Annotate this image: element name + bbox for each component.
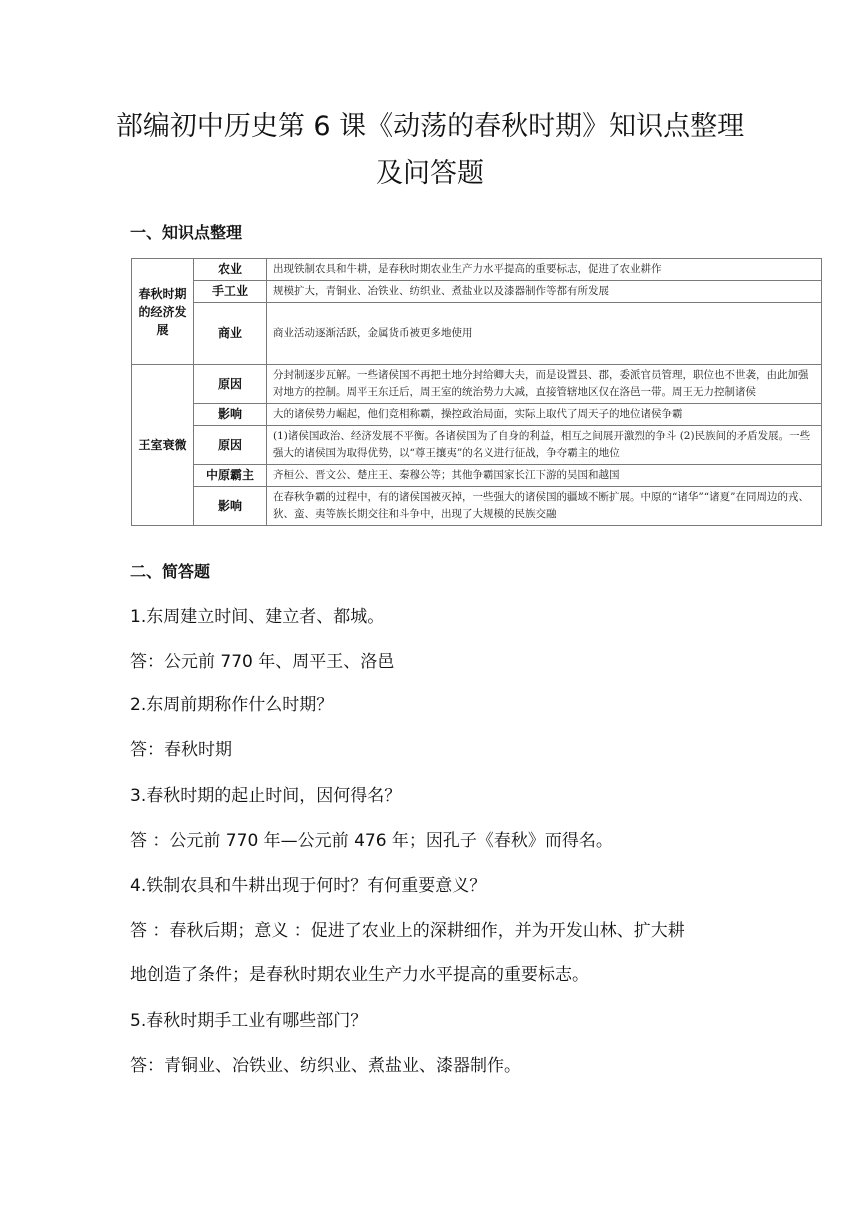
row-content: 大的诸侯势力崛起，他们竞相称霸，操控政治局面，实际上取代了周天子的地位诸侯争霸 [267,404,822,426]
table-row [132,487,822,526]
table-row [132,259,822,281]
question-4: 4.铁制农具和牛耕出现于何时？有何重要意义？ [130,876,487,896]
table-row [132,404,822,426]
row-content: 商业活动逐渐活跃，金属货币被更多地使用 [267,303,822,365]
knowledge-table [131,258,822,526]
answer-5: 答：青铜业、冶铁业、纺织业、煮盐业、漆器制作。 [130,1056,521,1076]
table-row [132,303,822,365]
row-content: 在春秋争霸的过程中，有的诸侯国被灭掉，一些强大的诸侯国的疆域不断扩展。中原的“诸华”“诸夏”在同周边的戎、狄、蛮、夷等族长期交往和斗争中，出现了大规模的民族交融 [267,487,822,526]
row-topic: 商业 [194,303,267,365]
row-topic: 中原霸主 [194,465,267,487]
answer-1: 答：公元前 770 年、周平王、洛邑 [130,652,395,672]
question-2: 2.东周前期称作什么时期？ [130,695,334,715]
row-topic: 农业 [194,259,267,281]
group-label-royal-decline: 王室衰微 [132,365,194,526]
answer-3: 答 ：公元前 770 年—公元前 476 年；因孔子《春秋》而得名。 [130,831,613,851]
row-topic: 原因 [194,365,267,404]
section-heading-knowledge: 一、知识点整理 [130,223,243,242]
row-content: 齐桓公、晋文公、楚庄王、秦穆公等；其他争霸国家长江下游的吴国和越国 [267,465,822,487]
row-topic: 影响 [194,487,267,526]
answer-2: 答：春秋时期 [130,740,232,760]
row-content: 分封制逐步瓦解。一些诸侯国不再把土地分封给卿大夫，而是设置县、郡，委派官员管理，职位也不世袭，由此加强对地方的控制。周平王东迁后，周王室的统治势力大减，直接管辖地区仅在洛邑一带。周王无力控制诸侯 [267,365,822,404]
answer-4: 答 ：春秋后期；意义 ：促进了农业上的深耕细作，并为开发山林、扩大耕 [130,921,685,941]
section-heading-qa: 二、简答题 [130,562,211,581]
row-topic: 原因 [194,426,267,465]
knowledge-table-container [131,258,822,526]
table-row [132,365,822,404]
row-content: 出现铁制农具和牛耕，是春秋时期农业生产力水平提高的重要标志，促进了农业耕作 [267,259,822,281]
answer-4-continued: 地创造了条件；是春秋时期农业生产力水平提高的重要标志。 [130,965,589,985]
row-content: (1)诸侯国政治、经济发展不平衡。各诸侯国为了自身的利益，相互之间展开激烈的争斗 (2)民族间的矛盾发展。一些强大的诸侯国为取得优势，以“尊王攘夷”的名义进行征战，争夺霸主的地位 [267,426,822,465]
row-topic: 手工业 [194,281,267,303]
table-row [132,426,822,465]
table-row [132,465,822,487]
row-topic: 影响 [194,404,267,426]
page-title: 部编初中历史第 6 课《动荡的春秋时期》知识点整理 [115,111,745,142]
row-content: 规模扩大，青铜业、冶铁业、纺织业、煮盐业以及漆器制作等都有所发展 [267,281,822,303]
page-title-continued: 及问答题 [376,158,484,189]
table-row [132,281,822,303]
question-1: 1.东周建立时间、建立者、都城。 [130,607,385,627]
group-label-economy: 春秋时期的经济发展 [132,259,194,365]
question-5: 5.春秋时期手工业有哪些部门？ [130,1011,368,1031]
question-3: 3.春秋时期的起止时间，因何得名？ [130,786,402,806]
